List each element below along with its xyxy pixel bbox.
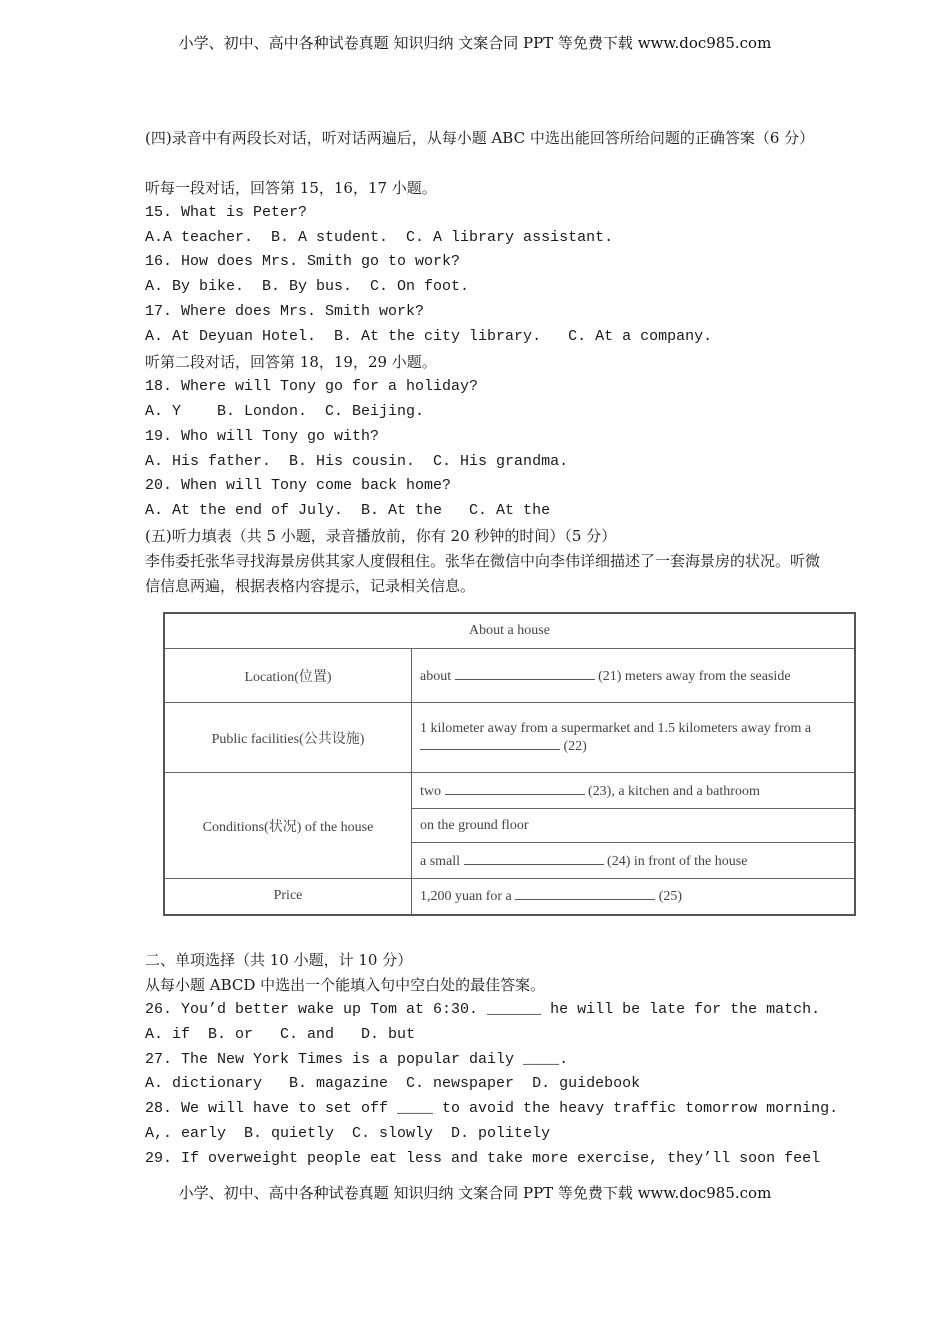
blank-22[interactable]: [420, 737, 560, 750]
section4-instruction: (四)录音中有两段长对话，听对话两遍后，从每小题 ABC 中选出能回答所给问题的正确答案（6 分）: [145, 129, 815, 147]
facilities-cell: [412, 703, 856, 773]
location-post: (21) meters away from the seaside: [598, 668, 791, 684]
question-26: 26. You’d better wake up Tom at 6:30. ______ he will be late for the match.: [145, 1000, 821, 1018]
facilities-label: Public facilities(公共设施): [164, 703, 412, 773]
question-15: 15. What is Peter?: [145, 203, 308, 221]
question-19-options: A. His father. B. His cousin. C. His grandma.: [145, 452, 569, 470]
question-17-options: A. At Deyuan Hotel. B. At the city library. C. At a company.: [145, 328, 713, 346]
dialog1-instruction: 听每一段对话，回答第 15，16，17 小题。: [145, 178, 437, 197]
price-post: (25): [658, 889, 683, 905]
section5-intro: 李伟委托张华寻找海景房供其家人度假租住。张华在微信中向李伟详细描述了一套海景房的状况。听微信信息两遍，根据表格内容提示，记录相关信息。: [145, 552, 821, 596]
question-16-options: A. By bike. B. By bus. C. On foot.: [145, 278, 470, 296]
blank-24[interactable]: [464, 852, 604, 865]
table-title: About a house: [164, 613, 855, 649]
question-16: 16. How does Mrs. Smith go to work?: [145, 253, 461, 271]
location-label: Location(位置): [164, 649, 412, 703]
price-pre: 1,200 yuan for a: [420, 889, 512, 905]
section5-title: (五)听力填表（共 5 小题，录音播放前，你有 20 秒钟的时间）（5 分）: [145, 527, 617, 546]
conditions-label: Conditions(状况) of the house: [164, 773, 412, 879]
location-pre: about: [420, 668, 452, 684]
question-17: 17. Where does Mrs. Smith work?: [145, 303, 425, 321]
location-cell: [412, 649, 856, 703]
question-18-options: A. Y B. London. C. Beijing.: [145, 402, 425, 420]
cond3-pre: a small: [420, 853, 461, 869]
part2-title: 二、单项选择（共 10 小题，计 10 分）: [145, 951, 413, 969]
cond3-post: (24) in front of the house: [607, 853, 748, 869]
question-20: 20. When will Tony come back home?: [145, 477, 452, 495]
page-header: 小学、初中、高中各种试卷真题 知识归纳 文案合同 PPT 等免费下载 www.doc985.com: [178, 34, 772, 52]
price-label: Price: [164, 879, 412, 915]
condition-floor-cell: on the ground floor: [412, 809, 856, 843]
facilities-pre: 1 kilometer away from a supermarket and 1.5 kilometers away from a: [420, 720, 812, 736]
cond1-post: (23), a kitchen and a bathroom: [588, 783, 760, 799]
facilities-post: (22): [563, 738, 587, 754]
question-28-options: A,. early B. quietly C. slowly D. politely: [145, 1125, 551, 1143]
section-listening-4: [145, 126, 825, 599]
part2-instruction: 从每小题 ABCD 中选出一个能填入句中空白处的最佳答案。: [145, 975, 546, 994]
question-18: 18. Where will Tony go for a holiday?: [145, 377, 479, 395]
condition-front-cell: [412, 843, 856, 879]
cond1-pre: two: [420, 783, 441, 799]
blank-23[interactable]: [445, 782, 585, 795]
question-26-options: A. if B. or C. and D. but: [145, 1025, 416, 1043]
question-20-options: A. At the end of July. B. At the C. At the: [145, 502, 551, 520]
condition-rooms-cell: [412, 773, 856, 809]
dialog2-instruction: 听第二段对话，回答第 18，19，29 小题。: [145, 353, 437, 372]
section-single-choice: [145, 948, 839, 1172]
question-29: 29. If overweight people eat less and take more exercise, they’ll soon feel: [145, 1150, 821, 1168]
question-19: 19. Who will Tony go with?: [145, 427, 380, 445]
house-table-container: [163, 612, 856, 915]
question-28: 28. We will have to set off ____ to avoid the heavy traffic tomorrow morning.: [145, 1100, 839, 1118]
page-footer: 小学、初中、高中各种试卷真题 知识归纳 文案合同 PPT 等免费下载 www.doc985.com: [178, 1184, 772, 1202]
price-cell: [412, 879, 856, 915]
blank-25[interactable]: [515, 887, 655, 900]
question-27: 27. The New York Times is a popular daily ____.: [145, 1050, 569, 1068]
question-27-options: A. dictionary B. magazine C. newspaper D. guidebook: [145, 1075, 641, 1093]
house-info-table: [163, 612, 856, 916]
blank-21[interactable]: [455, 667, 595, 680]
question-15-options: A.A teacher. B. A student. C. A library assistant.: [145, 228, 614, 246]
